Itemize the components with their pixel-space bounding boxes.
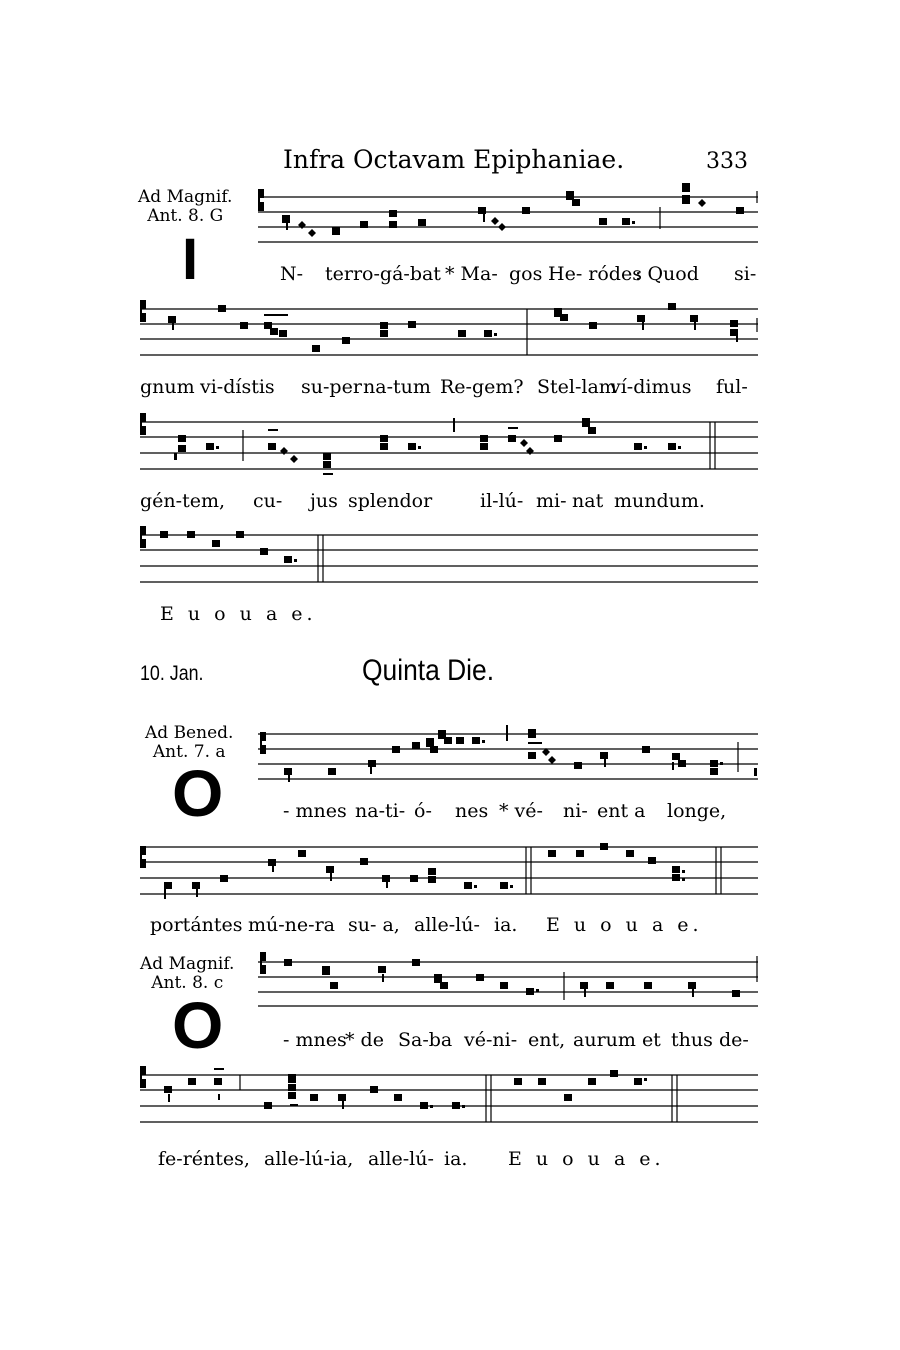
neumes [282,183,744,237]
euouae-text: E u o u a e. [508,1148,665,1170]
syllable: longe, [667,800,727,822]
syllable: mi- [536,490,567,512]
syllable: su- a, [348,914,400,936]
syllable: gnum [140,376,195,398]
neumes [164,843,685,899]
syllable: il-lú- [480,490,524,512]
syllable: He- ródes [548,263,642,285]
syllable: N- [280,263,304,285]
chant-staff [258,189,760,249]
syllable: aurum et [573,1029,661,1051]
chant-initial: I [182,227,199,292]
syllable: ni- [563,800,588,822]
running-header-title: Infra Octavam Epiphaniae. [283,145,625,174]
chant-initial: O [172,988,224,1062]
do-clef-icon [140,413,146,435]
syllable: alle-lú- [368,1148,434,1170]
chant-label-office: Ad Magnif. [138,187,233,207]
syllable: nat [572,490,604,512]
chant-staff [258,952,760,1016]
syllable: - mnes [283,800,347,822]
syllable: terro-gá-bat [325,263,441,285]
syllable: ent a [597,800,646,822]
do-clef-icon [140,526,146,548]
syllable: na-ti- [355,800,406,822]
syllable: na-tum [363,376,431,398]
syllable: ent, [528,1029,566,1051]
syllable: ia. [494,914,518,936]
syllable: * vé- [499,800,543,822]
syllable: vi-dístis [200,376,275,398]
syllable: * de [345,1029,384,1051]
syllable: Stel-lam [537,376,617,398]
syllable: vé-ni- [464,1029,518,1051]
syllable: splendor [348,490,433,512]
chant-label-antiphon: Ant. 8. G [147,206,224,226]
syllable: gos [509,263,543,285]
syllable: portántes [150,914,243,936]
staff-lines [140,422,758,469]
neumes [160,531,297,563]
neumes [168,303,738,352]
chant-staff [140,300,760,364]
page-number: 333 [706,149,748,174]
do-clef-icon [260,732,266,754]
syllable: ful- [716,376,748,398]
syllable: nes [455,800,489,822]
syllable: ví-dimus [610,376,692,398]
euouae-text: E u o u a e. [546,914,703,936]
syllable: gén-tem, [140,490,225,512]
syllable: alle-lú-ia, [264,1148,354,1170]
syllable: jus [310,490,338,512]
do-clef-icon [258,189,264,211]
euouae-text: E u o u a e. [160,603,317,625]
syllable: alle-lú- [414,914,480,936]
chant-staff [140,413,760,477]
syllable: ó- [414,800,432,822]
chant-label-antiphon: Ant. 7. a [152,742,226,762]
staff-lines [140,847,758,894]
neumes [174,418,681,475]
chant-label-mode [138,188,232,226]
chant-staff [140,1066,760,1130]
syllable: Sa-ba [398,1029,453,1051]
chant-label-office: Ad Magnif. [140,954,235,974]
do-clef-icon [260,952,266,974]
neumes [284,959,740,997]
do-clef-icon [140,846,146,868]
syllable: mú-ne-ra [248,914,335,936]
syllable: su-per [301,376,362,398]
syllable: cu- [253,490,283,512]
syllable: * Ma- [445,263,498,285]
do-clef-icon [140,1066,146,1088]
feast-date: 10. Jan. [140,662,204,685]
staff-lines [140,309,758,355]
syllable: mundum. [614,490,705,512]
neumes [164,1068,647,1109]
chant-initial: O [172,756,224,830]
syllable: de- [719,1029,749,1051]
syllable: Re-gem? [440,376,524,398]
syllable: si- [734,263,757,285]
staff-lines [140,1075,758,1122]
syllable: thus [671,1029,713,1051]
chant-label-antiphon: Ant. 8. c [151,973,224,993]
syllable: ia. [444,1148,468,1170]
syllable: : Quod [635,263,699,285]
staff-lines [140,535,758,582]
syllable: fe-réntes, [158,1148,250,1170]
syllable: - mnes [283,1029,347,1051]
chant-staff [140,838,760,902]
do-clef-icon [140,300,146,322]
chant-label-office: Ad Bened. [145,723,234,743]
chant-staff [258,724,760,788]
chant-staff [140,526,760,590]
section-title: Quinta Die. [362,654,495,687]
